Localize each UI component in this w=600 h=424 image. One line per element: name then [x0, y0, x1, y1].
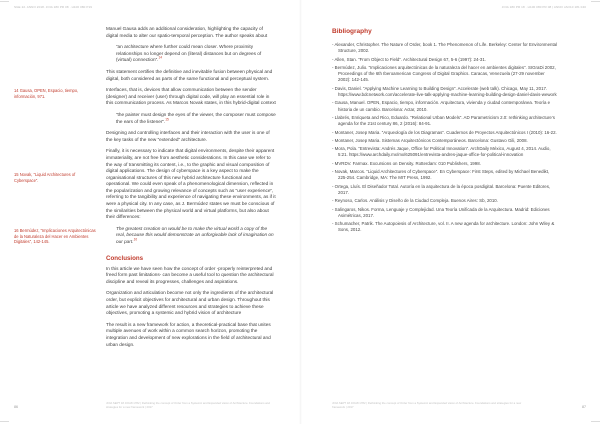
conclusions-paragraph: In this article we have seen how the concept of order -properly reinterpreted and freed form past limitations- can become a useful tool to question the architectural discipline and reveal its progresses, challenges and aspirations.	[106, 265, 274, 284]
margin-note-text: Gausa, OPEN, Espacio, tiempo, información, 971.	[14, 88, 79, 99]
right-page	[300, 0, 600, 424]
body-paragraph: Interfaces, that is, devices that allow communication between the sender (designer) and receiver (user) through digital code, will play an essential role in this communication process. As Marcos Novak states, in this hybrid-digital context	[106, 87, 276, 106]
conclusions-paragraph: Organization and articulation become not only the ingredients of the architectural order, but explicit objectives for architectural and urban design. Throughout this article we have analyzed different resources and strategies to achieve these objectives, promoting a systemic and hybrid vision of architecture	[106, 290, 274, 316]
bibliography-entry: - Llabrés, Enriqueta and Rico, Eduardo. “Relational Urban Models”. AD Parametricism 2.0: rethinking architecture’s agenda for the 21st century 86, 2 (2016): 84-91.	[332, 114, 555, 127]
quote-text: “an architecture where further could mean closer. Where proximity relationships no longer depend on (literal) distances but on degrees of (virtual) connection”.	[116, 44, 262, 63]
footnote-ref-14: 14	[158, 55, 163, 60]
left-running-head: SGE 22. ANNO 2018. JOIA 180 PR 08 · H100 080 P19	[14, 5, 93, 9]
block-quote-italic	[116, 226, 276, 246]
margin-note-number: 15	[14, 172, 19, 178]
footnote-ref-15: 15	[165, 116, 169, 121]
margin-note-text: Bermúdez, “Implicaciones Arquitectónicas de la Naturaleza del Hacer en Ambientes Digitales”, 142-145.	[14, 228, 96, 244]
margin-note-15	[14, 172, 98, 183]
bibliography-entry: - Allen, Stan. “From Object to Field”. Architectural Design 67, 5-6 (1997): 24-31.	[332, 56, 486, 62]
right-page-number: 87	[582, 405, 586, 409]
body-paragraph: This statement certifies the definitive and inevitable fusion between physical and digital, both considered as parts of the same functional and perceptual system.	[106, 68, 273, 81]
bibliography-entry: - Montaner, Josep Maria. “Arqueología de los Diagramas”. Cuadernos de Proyectos Arquitectónicos I (2010): 16-22.	[332, 129, 557, 135]
margin-note-16	[14, 228, 98, 244]
body-paragraph: Designing and controlling interfaces and their interaction with the user is one of the key tasks of the new “extended” architecture.	[106, 130, 270, 142]
footnote-ref-16: 16	[133, 237, 138, 242]
left-footer-text: JOIA SEPT 18 JOIA8 1782 | Rethinking the concept of Order from a Systemic and Expanded vision of Architecture. Foundations and strategies for a new framework | 2017	[106, 401, 270, 409]
bibliography-entry: - Mora, Pola. “Entrevista: Andrés Jaque, Office for Political Innovation”. ArchDaily México, August 4, 2014. Audio, 5:21. https://www.archdaily.mx/mx/625091/entrevista-andres-jaque-office-for-political-innovation	[332, 146, 551, 158]
bibliography-list	[332, 42, 558, 236]
conclusions-heading: Conclusions	[106, 254, 144, 262]
bibliography-entry: - Alexander, Christopher. The Nature of Order, book 1. The Phenomenon of Life. Berkeley: Center for Environmental Structure, 2002.	[332, 42, 558, 54]
body-paragraph: Finally, it is necessary to indicate that digital environments, despite their apparent immateriality, are not free from aesthetic considerations. In this case we refer to the way of transmitting its content, i.e., to the graphic and visual composition of digital applications. The design of cyberspace is a key aspect to make the organisational structures of this new hybrid architecture functional and operational. We could even speak of a phenomenological dimension, reflected in the popularization and growing relevance of concepts such as “user experience”, referring to the tangibility and experience of navigating these environments, as if it were a physical city. In any case, as J. Bermúdez states we must be conscious of the similarities between the physical world and virtual platforms, but also about their differences:	[106, 148, 276, 220]
bibliography-entry: - Davis, Daniel. “Applying Machine Learning to Building Design”. Accelerate (web talk). Chicago, May 11, 2017. https://www.bdcnetwork.com/accelerate-live-talk-applying-machine-learning-building-design-daniel-davis-wework	[332, 85, 557, 98]
page-fold-shadow	[299, 0, 302, 424]
right-footer-text: JOIA SEPT 18 JOIA8 1782 | Rethinking the concept of Order from a Systemic and Expanded vision of Architecture. Foundations and strategies for a new framework | 2017	[332, 401, 522, 409]
bibliography-entry: - Gausa, Manuel. OPEN, Espacio, tiempo, información. Arquitectura, vivienda y ciudad contemporánea. Teoría e historia de un cambio. Barcelona: Actar, 2010.	[332, 100, 551, 112]
bibliography-entry: - Montaner, Josep Maria. Sistemas Arquitectónicos Contemporáneos. Barcelona: Gustavo Gili, 2008.	[332, 137, 528, 143]
block-quote	[116, 112, 276, 125]
bibliography-entry: - Bermúdez, Julio. “Implicaciones arquitectónicas de la naturaleza del hacer en ambientes digitales”. SIGraDi 2002, Proceedings of the 6th Iberoamerican Congress of Digital Graphics. Caracas, Venezuela (27-29 november 2002): 142-145.	[332, 64, 556, 83]
conclusions-paragraph: The result is a new framework for action, a theoretical-practical base that unites multiple avenues of work within a common search horizon, promoting the integration and development of new explorations in the field of architectural and urban design.	[106, 321, 271, 347]
body-paragraph: Manuel Gausa adds an additional consideration, highlighting the capacity of digital media to alter our spatio-temporal perception. The author speaks about	[106, 26, 268, 38]
margin-note-number: 16	[14, 228, 19, 234]
bibliography-entry: - Reynoso, Carlos. Análisis y Diseño de la Ciudad Compleja. Buenos Aires: Sb, 2010.	[332, 198, 498, 204]
quote-text: “the painter must design the eyes of the viewer, the composer must compose the ears of the listener”.	[116, 111, 276, 124]
bibliography-heading: Bibliography	[332, 28, 372, 36]
right-running-head: JOIA 180 PR 18 · H100 080 PR 08 | ANNO JAO10 181 040	[501, 5, 586, 9]
left-page-number: 86	[14, 405, 18, 409]
quote-text: The greatest creation on would be to make the virtual world a copy of the real, because this would demonstrate an unforgivable lack of imagination on our part.	[116, 225, 274, 245]
margin-note-number: 14	[14, 88, 19, 94]
left-main-text-column	[106, 26, 276, 353]
bibliography-entry: - Schumacher, Patrik. The Autopoiesis of Architecture, vol. II. A new agenda for architecture. London: John Wiley & Sons, 2012.	[332, 221, 555, 233]
margin-note-14	[14, 88, 98, 99]
bibliography-entry: - Ortega, Lluís. El Diseñador Total. Autoría en la arquitectura de la época posdigital. Barcelona: Puente Editores, 2017.	[332, 183, 551, 195]
bibliography-entry: - Novak, Marcos. “Liquid Architectures of Cyberspace”. En Cyberspace: First Steps, edited by Michael Benedikt, 225-254. Cambridge, MA: The MIT Press, 1992.	[332, 169, 550, 181]
margin-note-text: Novak, “Liquid Architectures of Cyberspace”.	[14, 172, 76, 183]
bibliography-entry: - MVRDV. Farmax. Excursions on Density. Rotterdam: 010 Publishers, 1998.	[332, 160, 481, 166]
bibliography-entry: - Salingaros, Nikos. Forma, Lenguaje y Complejidad. Una Teoría Unificada de la Arquitectura. Madrid: Ediciones Asimétricas, 2017.	[332, 206, 550, 218]
block-quote	[116, 44, 276, 64]
